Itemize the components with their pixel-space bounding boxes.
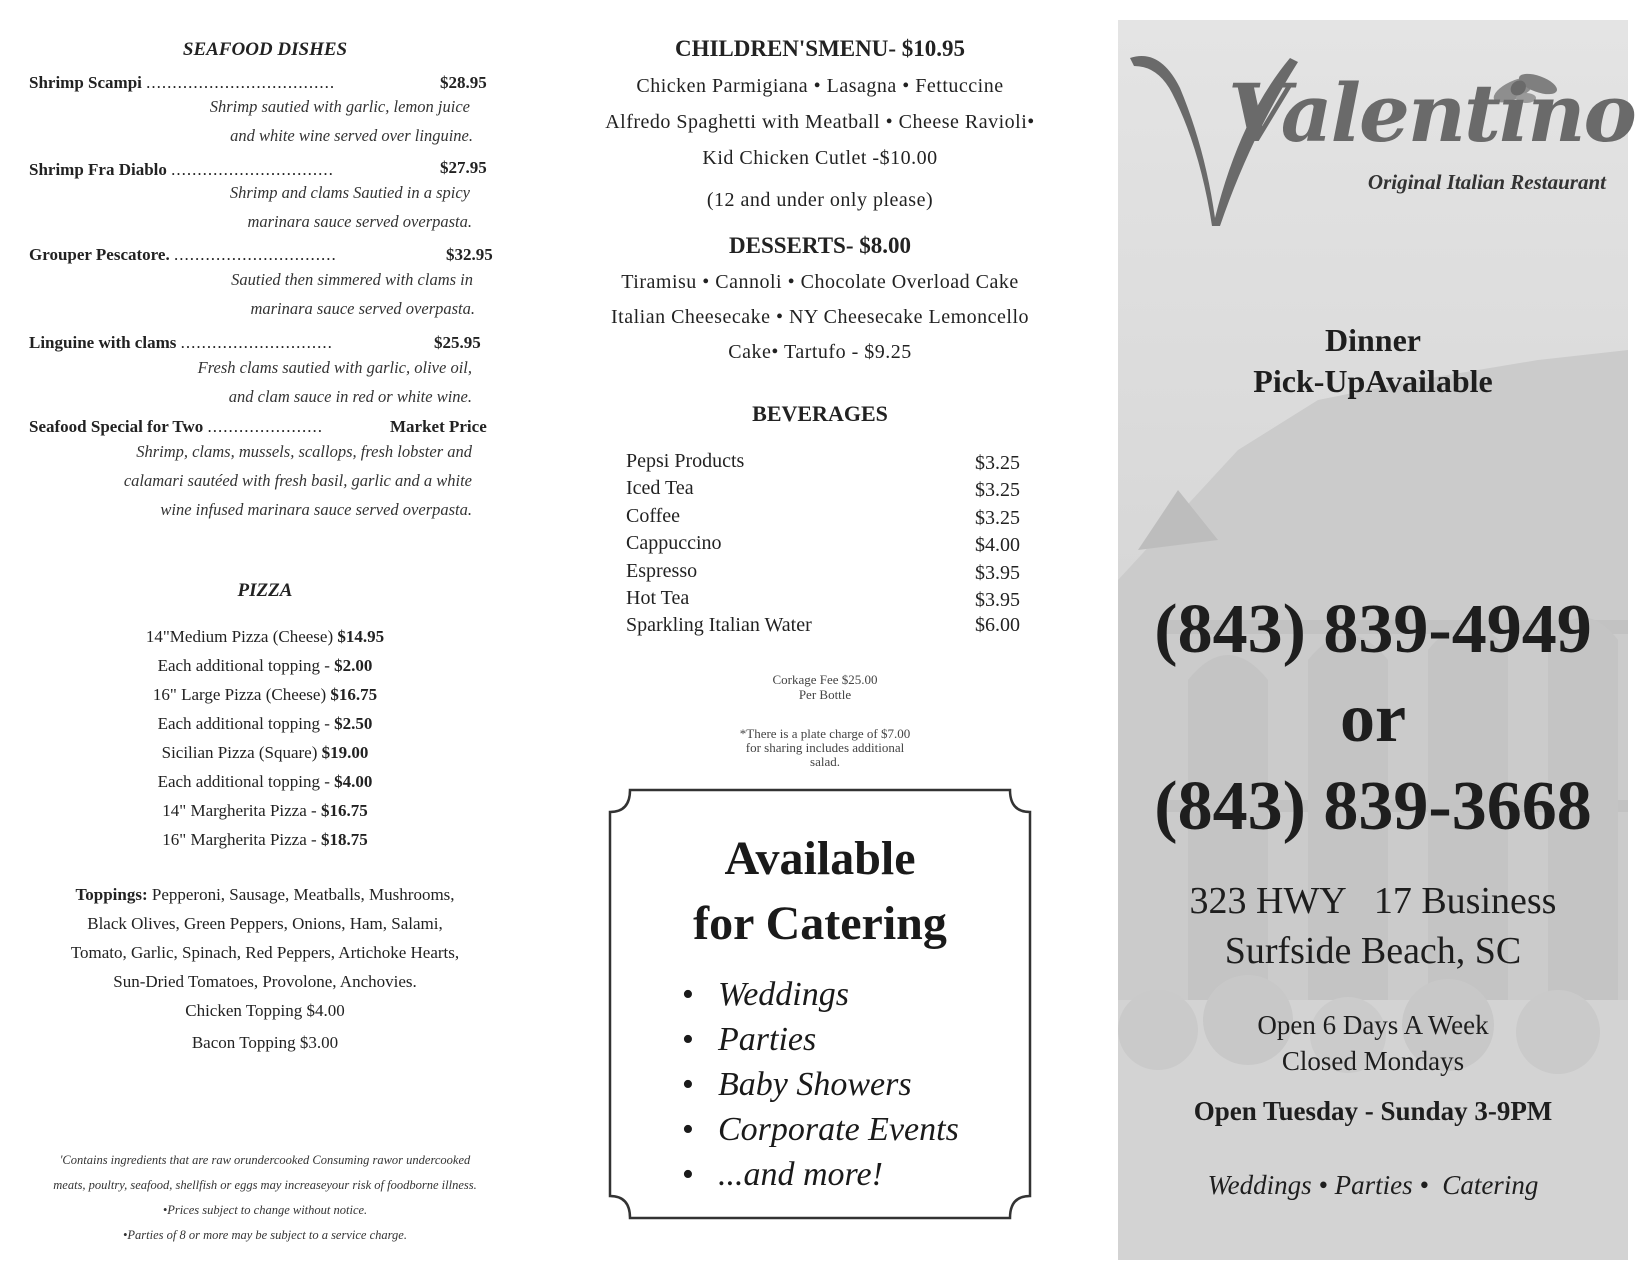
pizza-line-text: 14" Margherita Pizza - (162, 801, 317, 820)
item-price: $25.95 (434, 333, 481, 352)
beverage-price: $3.25 (975, 452, 1020, 474)
address-line-1: 323 HWY 17 Business (1189, 880, 1557, 922)
dot-leader: .................................... (146, 73, 336, 92)
beverage-price: $4.00 (975, 534, 1020, 556)
beverage-name: Espresso (626, 560, 698, 582)
pizza-line-text: 16" Large Pizza (Cheese) (152, 685, 327, 704)
menu-item-grouper-pescatore (29, 245, 499, 265)
desc-line: Shrimp sautied with garlic, lemon juice (209, 97, 470, 116)
phone-number-secondary: (843) 839-3668 (1154, 768, 1592, 845)
pizza-line-text: Each additional topping - (157, 714, 330, 733)
pickup-label: Pick-UpAvailable (1253, 363, 1493, 399)
beverage-name: Coffee (626, 505, 681, 527)
desc-line: marinara sauce served overpasta. (247, 212, 472, 231)
item-price: $28.95 (440, 73, 487, 92)
pizza-line (0, 796, 530, 825)
beverage-price: $3.25 (975, 479, 1020, 501)
desc-line: Sautied then simmered with clams in (231, 270, 473, 289)
beverage-price: $3.95 (975, 562, 1020, 584)
catering-item (682, 1021, 816, 1059)
children-menu-line: Kid Chicken Cutlet -$10.00 (702, 147, 938, 169)
beverage-name: Sparkling Italian Water (626, 614, 812, 636)
catering-item-text: Corporate Events (718, 1111, 959, 1148)
menu-item-shrimp-scampi (29, 73, 499, 93)
desc-line: calamari sautéed with fresh basil, garlic and a white (123, 471, 472, 490)
desc-line: Shrimp and clams Sautied in a spicy (229, 183, 470, 202)
item-description (0, 265, 475, 325)
item-price: $32.95 (446, 245, 493, 264)
phone-or-separator: or (1339, 680, 1407, 757)
open-days: Open 6 Days A Week (1257, 1010, 1489, 1040)
pizza-line (0, 709, 530, 738)
desc-line: Shrimp, clams, mussels, scallops, fresh lobster and (136, 442, 472, 461)
seafood-title: SEAFOOD DISHES (182, 39, 348, 60)
toppings-line: Tomato, Garlic, Spinach, Red Peppers, Artichoke Hearts, (70, 943, 460, 962)
toppings-line (0, 880, 530, 909)
item-price: Market Price (390, 417, 487, 436)
pizza-line-text: Each additional topping - (157, 772, 330, 791)
bullet-icon: • (682, 1111, 694, 1148)
dot-leader: ............................. (180, 333, 333, 352)
children-menu-line: Alfredo Spaghetti with Meatball • Cheese Ravioli• (605, 111, 1035, 133)
beverage-name: Cappuccino (626, 532, 722, 554)
desserts-line: Italian Cheesecake • NY Cheesecake Lemoncello (610, 306, 1030, 328)
toppings-line: Bacon Topping $3.00 (191, 1033, 339, 1052)
bullet-icon: • (682, 976, 694, 1013)
pizza-line-price: $2.00 (334, 656, 373, 675)
pizza-line (0, 622, 530, 651)
item-name: Grouper Pescatore. (29, 245, 170, 264)
item-name: Shrimp Scampi (29, 73, 142, 92)
desserts-line: Tiramisu • Cannoli • Chocolate Overload Cake (621, 271, 1019, 293)
desc-line: marinara sauce served overpasta. (250, 299, 475, 318)
toppings-line: Chicken Topping $4.00 (185, 1001, 345, 1020)
pizza-line-text: Sicilian Pizza (Square) (161, 743, 318, 762)
phone-number-primary: (843) 839-4949 (1154, 591, 1592, 668)
dot-leader: ............................... (173, 245, 337, 264)
corkage-line: Per Bottle (798, 687, 852, 702)
children-menu-title: CHILDREN'SMENU- $10.95 (674, 36, 966, 61)
catering-item-text: Baby Showers (718, 1066, 912, 1103)
bullet-icon: • (682, 1021, 694, 1058)
pizza-line-price: $16.75 (330, 685, 378, 704)
beverage-price: $3.25 (975, 507, 1020, 529)
desc-line: wine infused marinara sauce served overpasta. (160, 500, 472, 519)
bullet-icon: • (682, 1066, 694, 1103)
catering-title-line: for Catering (693, 897, 947, 950)
pizza-line-price: $2.50 (334, 714, 373, 733)
children-menu-line: Chicken Parmigiana • Lasagna • Fettuccine (636, 75, 1004, 97)
beverage-name: Iced Tea (626, 477, 694, 499)
desserts-line: Cake• Tartufo - $9.25 (728, 341, 912, 363)
desc-line: and white wine served over linguine. (230, 126, 473, 145)
catering-item (682, 976, 849, 1014)
children-menu-note: (12 and under only please) (706, 189, 934, 211)
pizza-line (0, 767, 530, 796)
item-description (0, 437, 470, 527)
catering-item (682, 1066, 912, 1104)
catering-item-text: Parties (718, 1021, 817, 1058)
logo-tagline: Original Italian Restaurant (1367, 170, 1606, 194)
fine-print-line: •Prices subject to change without notice. (162, 1203, 368, 1217)
pizza-line-text: Each additional topping - (157, 656, 330, 675)
menu-item-seafood-special (29, 417, 399, 437)
pizza-line-price: $19.00 (321, 743, 369, 762)
item-name: Shrimp Fra Diablo (29, 160, 167, 179)
plate-charge-line: salad. (810, 754, 840, 769)
plate-charge-line: for sharing includes additional (745, 740, 905, 755)
menu-item-linguine-clams (29, 333, 499, 353)
pizza-line (0, 680, 530, 709)
item-description (0, 353, 470, 413)
menu-item-shrimp-fra-diablo (29, 160, 499, 180)
pizza-title: PIZZA (237, 580, 293, 601)
bullet-icon: • (682, 1156, 694, 1193)
item-description (0, 178, 470, 238)
logo-wordmark: Valentino (1228, 66, 1635, 160)
pizza-line-price: $16.75 (320, 801, 368, 820)
dot-leader: ...................... (207, 417, 324, 436)
catering-item (682, 1156, 883, 1194)
fine-print-line: 'Contains ingredients that are raw orundercooked Consuming rawor undercooked (59, 1153, 471, 1167)
beverage-name: Hot Tea (626, 587, 690, 609)
item-description (0, 92, 473, 152)
pizza-line-price: $18.75 (320, 830, 368, 849)
catering-item-text: Weddings (718, 976, 849, 1013)
beverage-name: Pepsi Products (626, 450, 745, 472)
plate-charge-line: *There is a plate charge of $7.00 (739, 726, 911, 741)
toppings-label: Toppings: (75, 885, 148, 904)
pizza-line-price: $14.95 (337, 627, 385, 646)
item-name: Seafood Special for Two (29, 417, 204, 436)
item-name: Linguine with clams (29, 333, 177, 352)
pizza-line-price: $4.00 (334, 772, 373, 791)
catering-item (682, 1111, 959, 1149)
catering-title-line: Available (724, 832, 916, 885)
toppings-line: Black Olives, Green Peppers, Onions, Ham, Salami, (87, 914, 443, 933)
beverage-price: $6.00 (975, 614, 1020, 636)
fine-print-line: meats, poultry, seafood, shellfish or eggs may increaseyour risk of foodborne illness. (53, 1178, 477, 1192)
dinner-label: Dinner (1325, 322, 1421, 358)
closed-days: Closed Mondays (1281, 1046, 1465, 1076)
pizza-line-text: 14"Medium Pizza (Cheese) (145, 627, 334, 646)
beverage-price: $3.95 (975, 589, 1020, 611)
address-line-2: Surfside Beach, SC (1224, 930, 1522, 972)
catering-item-text: ...and more! (718, 1156, 883, 1193)
item-price: $27.95 (440, 158, 487, 177)
desc-line: and clam sauce in red or white wine. (228, 387, 472, 406)
desc-line: Fresh clams sautied with garlic, olive oil, (197, 358, 472, 377)
desserts-title: DESSERTS- $8.00 (729, 233, 911, 258)
hours: Open Tuesday - Sunday 3-9PM (1193, 1096, 1553, 1126)
pizza-line (0, 825, 530, 854)
dot-leader: ............................... (171, 160, 334, 179)
fine-print-line: •Parties of 8 or more may be subject to a service charge. (123, 1228, 407, 1242)
pizza-line-text: 16" Margherita Pizza - (162, 830, 317, 849)
toppings-line: Sun-Dried Tomatoes, Provolone, Anchovies. (113, 972, 417, 991)
footer-services: Weddings • Parties • Catering (1207, 1170, 1539, 1200)
pizza-line (0, 738, 530, 767)
toppings-text: Pepperoni, Sausage, Meatballs, Mushrooms, (151, 885, 455, 904)
pizza-line (0, 651, 530, 680)
beverages-title: BEVERAGES (752, 401, 888, 426)
corkage-line: Corkage Fee $25.00 (772, 672, 878, 687)
